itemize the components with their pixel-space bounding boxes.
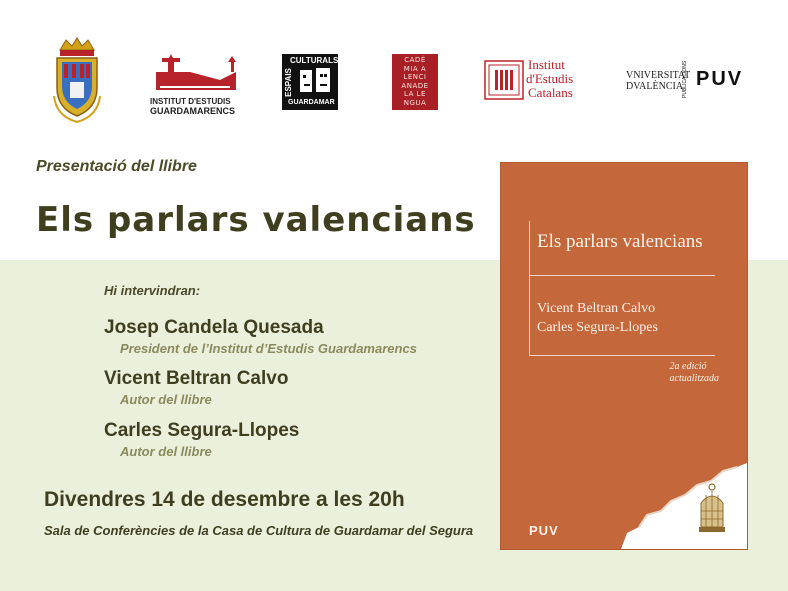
iec-line-1: Institut (528, 57, 565, 72)
academia-line-1: CADÈ (404, 56, 426, 64)
logo-side-text: ESPAIS (283, 68, 293, 97)
faces-icon (298, 66, 332, 96)
institut-estudis-catalans-logo (484, 58, 596, 108)
institut-estudis-guardamarencs-logo (150, 52, 242, 116)
logo-top-text: CULTURALS (290, 56, 339, 65)
speaker-role: Autor del llibre (120, 444, 212, 459)
speaker-name: Carles Segura-Llopes (104, 420, 300, 441)
academia-line-5: LA LE (404, 90, 426, 98)
academia-line-3: LENCI (403, 73, 427, 81)
academia-valenciana-logo (392, 54, 438, 110)
uv-line-1: VNIVERSITAT (626, 70, 691, 81)
academia-line-6: NGUA (403, 98, 427, 107)
book-cover (501, 163, 747, 549)
book-title: Els parlars valencians (537, 231, 703, 252)
edition-line-1: 2a edició (669, 361, 707, 372)
speakers-intro: Hi intervindran: (104, 283, 201, 298)
iec-line-2: d'Estudis (526, 71, 574, 86)
edition-line-2: actualitzada (669, 373, 719, 384)
speaker-3 (104, 419, 299, 461)
book-author-1: Vicent Beltran Calvo (537, 301, 656, 316)
academia-line-4: ANADE (401, 81, 429, 90)
speaker-role: Autor del llibre (120, 392, 212, 407)
speaker-1 (104, 316, 417, 358)
speaker-name: Josep Candela Quesada (104, 317, 324, 338)
birdcage-icon (697, 483, 727, 535)
guardamar-coat-of-arms-icon (52, 36, 102, 124)
speaker-2 (104, 367, 288, 409)
speaker-role: President de l’Institut d’Estudis Guardamarencs (120, 341, 417, 356)
iec-seal-icon (484, 60, 524, 100)
event-venue: Sala de Conferències de la Casa de Cultura de Guardamar del Segura (44, 523, 474, 538)
logo-strip (0, 30, 788, 125)
logo-line-1: INSTITUT D'ESTUDIS (150, 97, 231, 106)
event-date: Divendres 14 de desembre a les 20h (44, 488, 405, 511)
cover-rule-1 (529, 275, 715, 276)
book-edition (670, 361, 719, 385)
espais-culturals-logo (282, 54, 338, 110)
puv-brand-text: PUV (696, 68, 744, 90)
event-title: Els parlars valencians (36, 200, 476, 240)
universitat-valencia-logo (626, 60, 756, 104)
academia-text-block (392, 56, 438, 107)
book-author-2: Carles Segura-Llopes (537, 320, 658, 335)
logo-bottom-text: GUARDAMAR (288, 99, 335, 106)
academia-line-2: MIA A (403, 64, 427, 73)
event-subtitle: Presentació del llibre (36, 158, 197, 175)
castle-icon (150, 52, 242, 92)
uv-side-text: PUBLICACIONS (682, 60, 688, 98)
logo-line-2: GUARDAMARENCS (150, 106, 235, 116)
uv-line-2: DVALÈNCIA (626, 81, 684, 92)
book-publisher: PUV (529, 523, 559, 538)
iec-line-3: Catalans (528, 85, 573, 100)
cover-rule-2 (529, 355, 715, 356)
speaker-name: Vicent Beltran Calvo (104, 368, 289, 389)
cover-rule-vertical (529, 221, 530, 355)
